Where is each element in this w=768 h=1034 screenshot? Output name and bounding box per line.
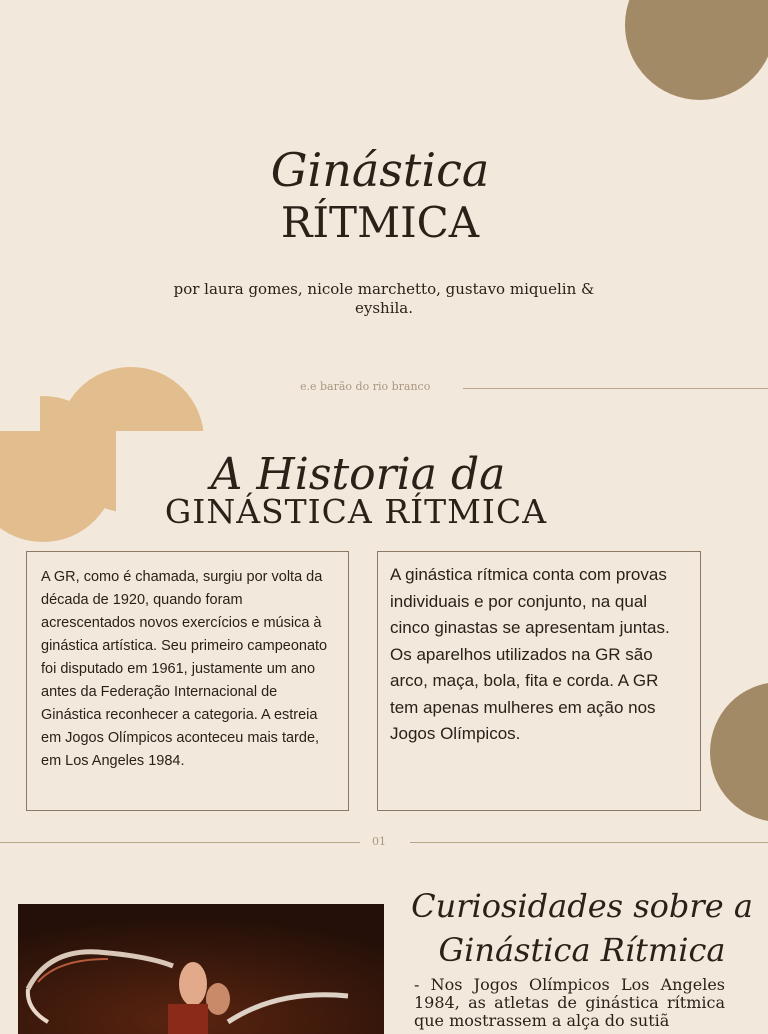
gymnast-ribbon-illustration <box>18 904 384 1034</box>
history-box-right-text: A ginástica rítmica conta com provas individuais e por conjunto, na qual cinco ginastas se apresentam juntas. Os aparelhos utilizados na GR são arco, maça, bola, fita e corda. A GR tem apenas mulheres em ação nos Jogos Olímpicos. <box>390 565 670 743</box>
history-title-caps: GINÁSTICA RÍTMICA <box>164 492 548 531</box>
title-caps: RÍTMICA <box>280 198 480 247</box>
curiosities-text: - Nos Jogos Olímpicos Los Angeles 1984, as atletas de ginástica rítmica que mostrassem a alça do sutiã <box>414 975 725 1030</box>
decorative-circle-right <box>710 682 768 822</box>
authors: por laura gomes, nicole marchetto, gustavo miquelin & eyshila. <box>173 280 595 317</box>
curiosities-title-line2: Ginástica Rítmica <box>438 931 726 969</box>
gymnast-photo <box>18 904 384 1034</box>
page-divider-right <box>410 842 768 843</box>
history-box-left-text: A GR, como é chamada, surgiu por volta da década de 1920, quando foram acrescentados novos exercícios e música à ginástica artística. Seu primeiro campeonato foi disputado em 1961, justamente um ano antes da Federação Internacional de Ginástica reconhecer a categoria. A estreia em Jogos Olímpicos aconteceu mais tarde, em Los Angeles 1984. <box>41 569 328 769</box>
background-mask <box>0 368 40 431</box>
history-box-right <box>377 551 701 811</box>
decorative-circle-top-right <box>625 0 768 100</box>
history-title-script: A Historia da <box>210 449 506 500</box>
school-divider <box>463 388 768 389</box>
page-divider-left <box>0 842 360 843</box>
curiosities-title-line1: Curiosidades sobre a <box>411 887 753 925</box>
title-script: Ginástica <box>270 143 490 197</box>
page-number: 01 <box>372 835 386 848</box>
history-box-left <box>26 551 349 811</box>
school-name: e.e barão do rio branco <box>300 380 431 393</box>
curiosities-title <box>404 884 760 972</box>
